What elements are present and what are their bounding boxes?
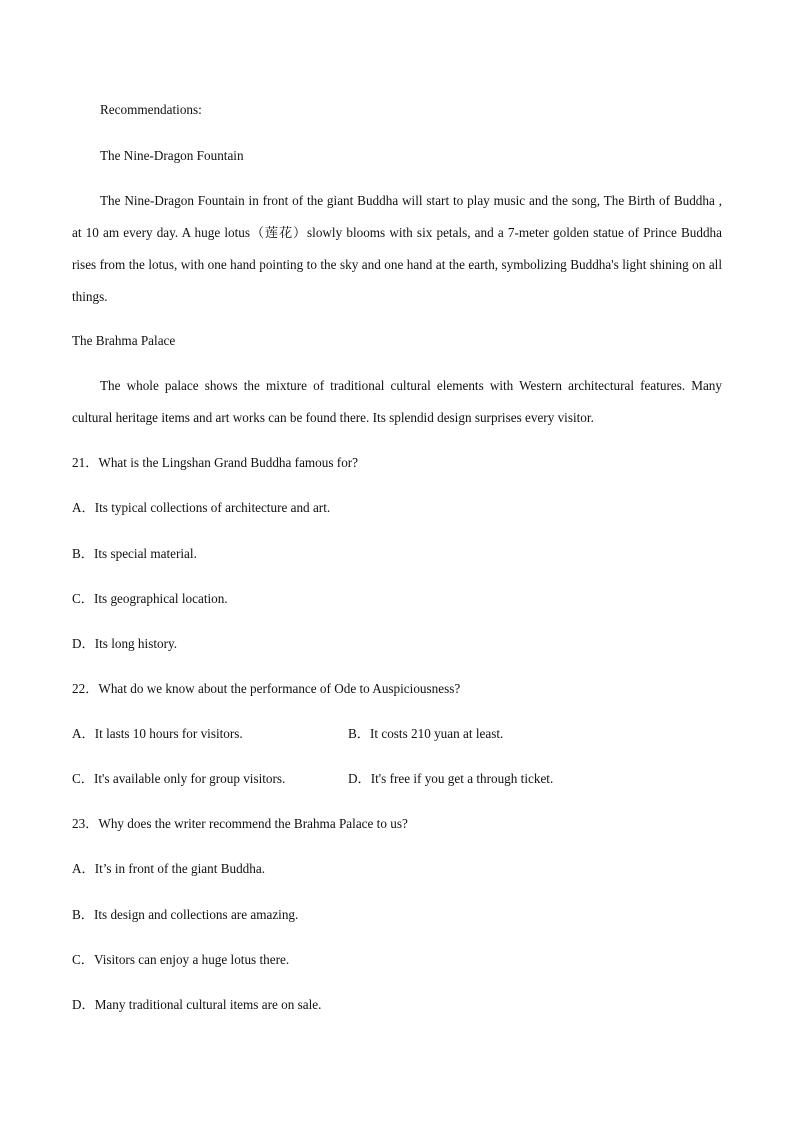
question-21-option-d: D．Its long history. (72, 636, 178, 651)
question-23-option-d: D．Many traditional cultural items are on sale. (72, 997, 322, 1012)
palace-paragraph: The whole palace shows the mixture of traditional cultural elements with Western architectural features. Many cultural heritage items and art works can be found there. Its splendid design surprises every visitor. (72, 378, 722, 425)
question-22-stem: 22．What do we know about the performance of Ode to Auspiciousness? (72, 681, 461, 696)
question-22-option-a: A．It lasts 10 hours for visitors. (72, 726, 243, 741)
fountain-paragraph: The Nine-Dragon Fountain in front of the giant Buddha will start to play music and the song, The Birth of Buddha , at 10 am every day. A huge lotus（莲花）slowly blooms with six petals, and a 7-meter golden statue of Prince Buddha rises from the lotus, with one hand pointing to the sky and one hand at the earth, symbolizing Buddha's light shining on all things. (72, 193, 722, 304)
question-22-option-b: B．It costs 210 yuan at least. (348, 726, 504, 741)
question-22-option-c: C．It's available only for group visitors. (72, 771, 286, 786)
question-22-option-d: D．It's free if you get a through ticket. (348, 771, 554, 786)
question-23-option-a: A．It’s in front of the giant Buddha. (72, 861, 266, 876)
question-21-stem: 21．What is the Lingshan Grand Buddha famous for? (72, 455, 359, 470)
recommendations-heading: Recommendations: (100, 102, 202, 117)
fountain-title: The Nine-Dragon Fountain (100, 148, 244, 163)
question-23-option-c: C．Visitors can enjoy a huge lotus there. (72, 952, 290, 967)
question-21-option-a: A．Its typical collections of architecture and art. (72, 500, 331, 515)
question-21-option-c: C．Its geographical location. (72, 591, 228, 606)
palace-title: The Brahma Palace (72, 333, 176, 348)
question-23-stem: 23．Why does the writer recommend the Brahma Palace to us? (72, 816, 408, 831)
question-23-option-b: B．Its design and collections are amazing. (72, 907, 299, 922)
question-21-option-b: B．Its special material. (72, 546, 197, 561)
